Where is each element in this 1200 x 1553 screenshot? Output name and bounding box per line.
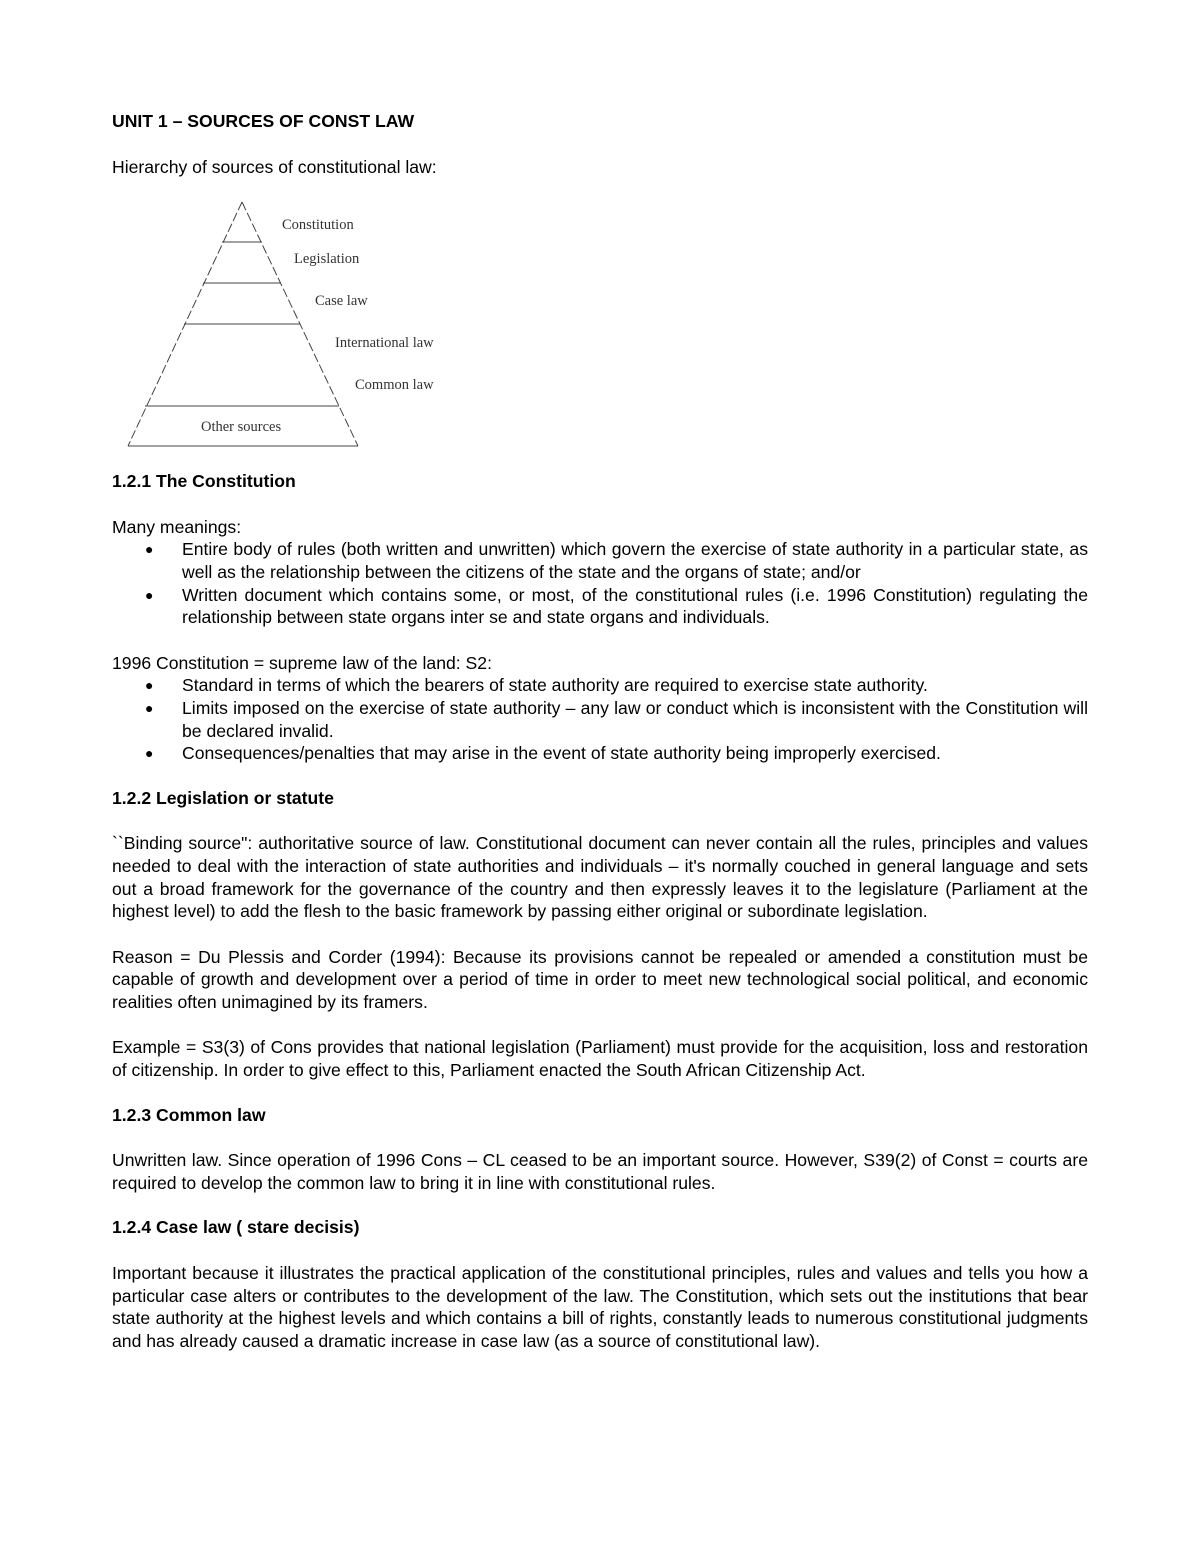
unit-title: UNIT 1 – SOURCES OF CONST LAW [112,111,415,131]
document-body [112,110,1088,1352]
list-item: ● Written document which contains some, or most, of the constitutional rules (i.e. 1996 Constitution) regulating the relationship between state organs inter se and state organs and individuals. [145,584,1088,628]
supreme-law-lead: 1996 Constitution = supreme law of the land: S2: [112,652,492,673]
pyramid-label-other-sources: Other sources [201,419,282,435]
list-item: ● Standard in terms of which the bearers of state authority are required to exercise state authority. [145,675,928,696]
heading-case-law: 1.2.4 Case law ( stare decisis) [112,1217,360,1238]
bullet-icon: ● [145,677,154,694]
bullet-icon: ● [145,745,154,762]
pyramid-label-case-law: Case law [315,293,368,309]
bullet-icon: ● [145,699,154,716]
pyramid-label-international-law: International law [335,335,434,351]
pyramid-label-legislation: Legislation [294,251,360,267]
legislation-paragraph-3: Example = S3(3) of Cons provides that national legislation (Parliament) must provide for the acquisition, loss and restoration of citizenship. In order to give effect to this, Parliament enacted the South African Citizenship Act. [112,1037,1088,1081]
meanings-list [112,538,1088,628]
diagram-spacer [112,178,1088,470]
list-item: ● Entire body of rules (both written and unwritten) which govern the exercise of state authority in a particular state, as well as the relationship between the citizens of the state and the organs of state; and/or [145,539,1088,582]
hierarchy-intro: Hierarchy of sources of constitutional law: [112,156,437,177]
legislation-paragraph-2: Reason = Du Plessis and Corder (1994): Because its provisions cannot be repealed or amended a constitution must be capable of growth and development over a period of time in order to meet new technological social political, and economic realities often unimagined by its framers. [112,946,1088,1012]
bullet-icon: ● [145,541,154,558]
heading-constitution: 1.2.1 The Constitution [112,471,296,492]
case-law-paragraph: Important because it illustrates the practical application of the constitutional principles, rules and values and tells you how a particular case alters or contributes to the development of the law. The Constitution, which sets out the institutions that bear state authority at the highest levels and which contains a bill of rights, constantly leads to numerous constitutional judgments and has already caused a dramatic increase in case law (as a source of constitutional law). [112,1263,1088,1351]
heading-legislation: 1.2.2 Legislation or statute [112,787,334,808]
list-item: ● Limits imposed on the exercise of state authority – any law or conduct which is inconsistent with the Constitution will be declared invalid. [145,697,1088,741]
pyramid-label-common-law: Common law [355,377,434,393]
list-item: ● Consequences/penalties that may arise in the event of state authority being improperly exercised. [145,743,941,764]
heading-common-law: 1.2.3 Common law [112,1104,266,1125]
many-meanings-lead: Many meanings: [112,516,242,537]
supreme-law-list [112,674,1088,764]
pyramid-label-constitution: Constitution [282,217,354,233]
common-law-paragraph: Unwritten law. Since operation of 1996 Cons – CL ceased to be an important source. However, S39(2) of Const = courts are required to develop the common law to bring it in line with constitutional rules. [112,1150,1088,1193]
legislation-paragraph-1: ``Binding source": authoritative source of law. Constitutional document can never contain all the rules, principles and values needed to deal with the interaction of state authorities and individuals – it's normally couched in general language and sets out a broad framework for the governance of the country and then expressly leaves it to the legislature (Parliament at the highest level) to add the flesh to the basic framework by passing either original or subordinate legislation. [112,833,1088,922]
bullet-icon: ● [145,586,154,603]
